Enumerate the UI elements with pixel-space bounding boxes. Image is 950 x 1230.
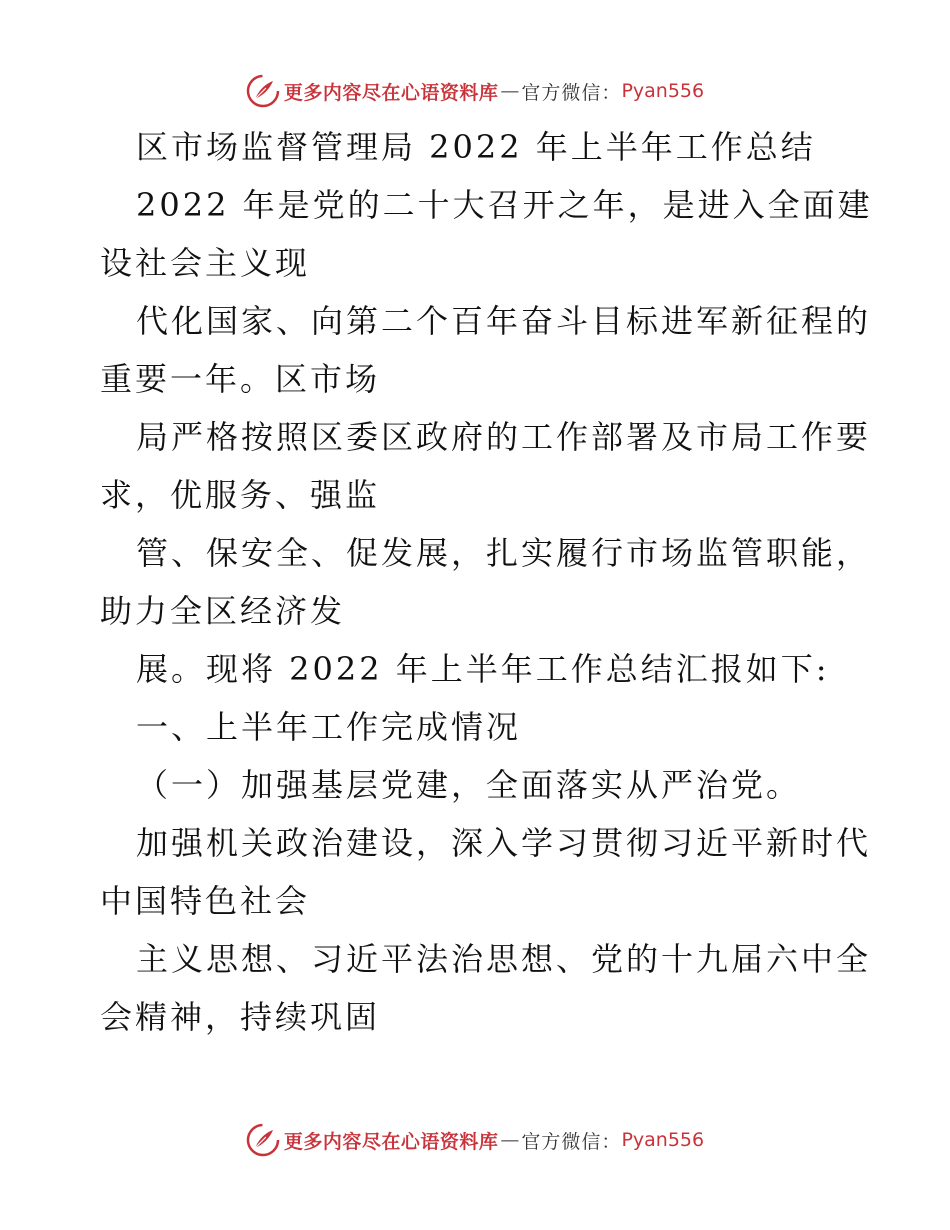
quill-feather-logo-icon [246,74,280,108]
paragraph-line: 中国特色社会 [100,882,311,920]
footer-watermark-banner [0,1120,950,1160]
paragraph-line: 加强机关政治建设，深入学习贯彻习近平新时代 [136,824,872,862]
banner-dash: — [500,80,520,102]
paragraph-line: 会精神，持续巩固 [100,998,381,1036]
banner-wechat-id: Pyan556 [621,1129,705,1151]
section-heading: 一、上半年工作完成情况 [136,708,522,746]
header-watermark-banner [0,71,950,111]
paragraph-line: 管、保安全、促发展，扎实履行市场监管职能， [136,534,872,572]
paragraph-line: 展。现将 2022 年上半年工作总结汇报如下: [136,650,830,688]
banner-text: 更多内容尽在心语资料库 [283,1130,499,1153]
paragraph-line: 局严格按照区委区政府的工作部署及市局工作要 [136,418,872,456]
paragraph-line: 助力全区经济发 [100,592,346,630]
document-title: 区市场监督管理局 2022 年上半年工作总结 [136,128,816,166]
banner-wechat-id: Pyan556 [621,80,705,102]
banner-text: 更多内容尽在心语资料库 [283,81,499,104]
banner-label: 官方微信： [521,1130,622,1153]
banner-label: 官方微信： [521,81,622,104]
paragraph-line: 代化国家、向第二个百年奋斗目标进军新征程的 [136,302,872,340]
paragraph-line: 求，优服务、强监 [100,476,381,514]
paragraph-line: 重要一年。区市场 [100,360,381,398]
paragraph-line: 主义思想、习近平法治思想、党的十九届六中全 [136,940,872,978]
document-body [100,118,873,1046]
subsection-heading: （一）加强基层党建，全面落实从严治党。 [136,766,802,804]
paragraph-line: 设社会主义现 [100,244,311,282]
banner-dash: — [500,1129,520,1151]
paragraph-line: 2022 年是党的二十大召开之年，是进入全面建 [136,186,873,224]
quill-feather-logo-icon [246,1123,280,1157]
